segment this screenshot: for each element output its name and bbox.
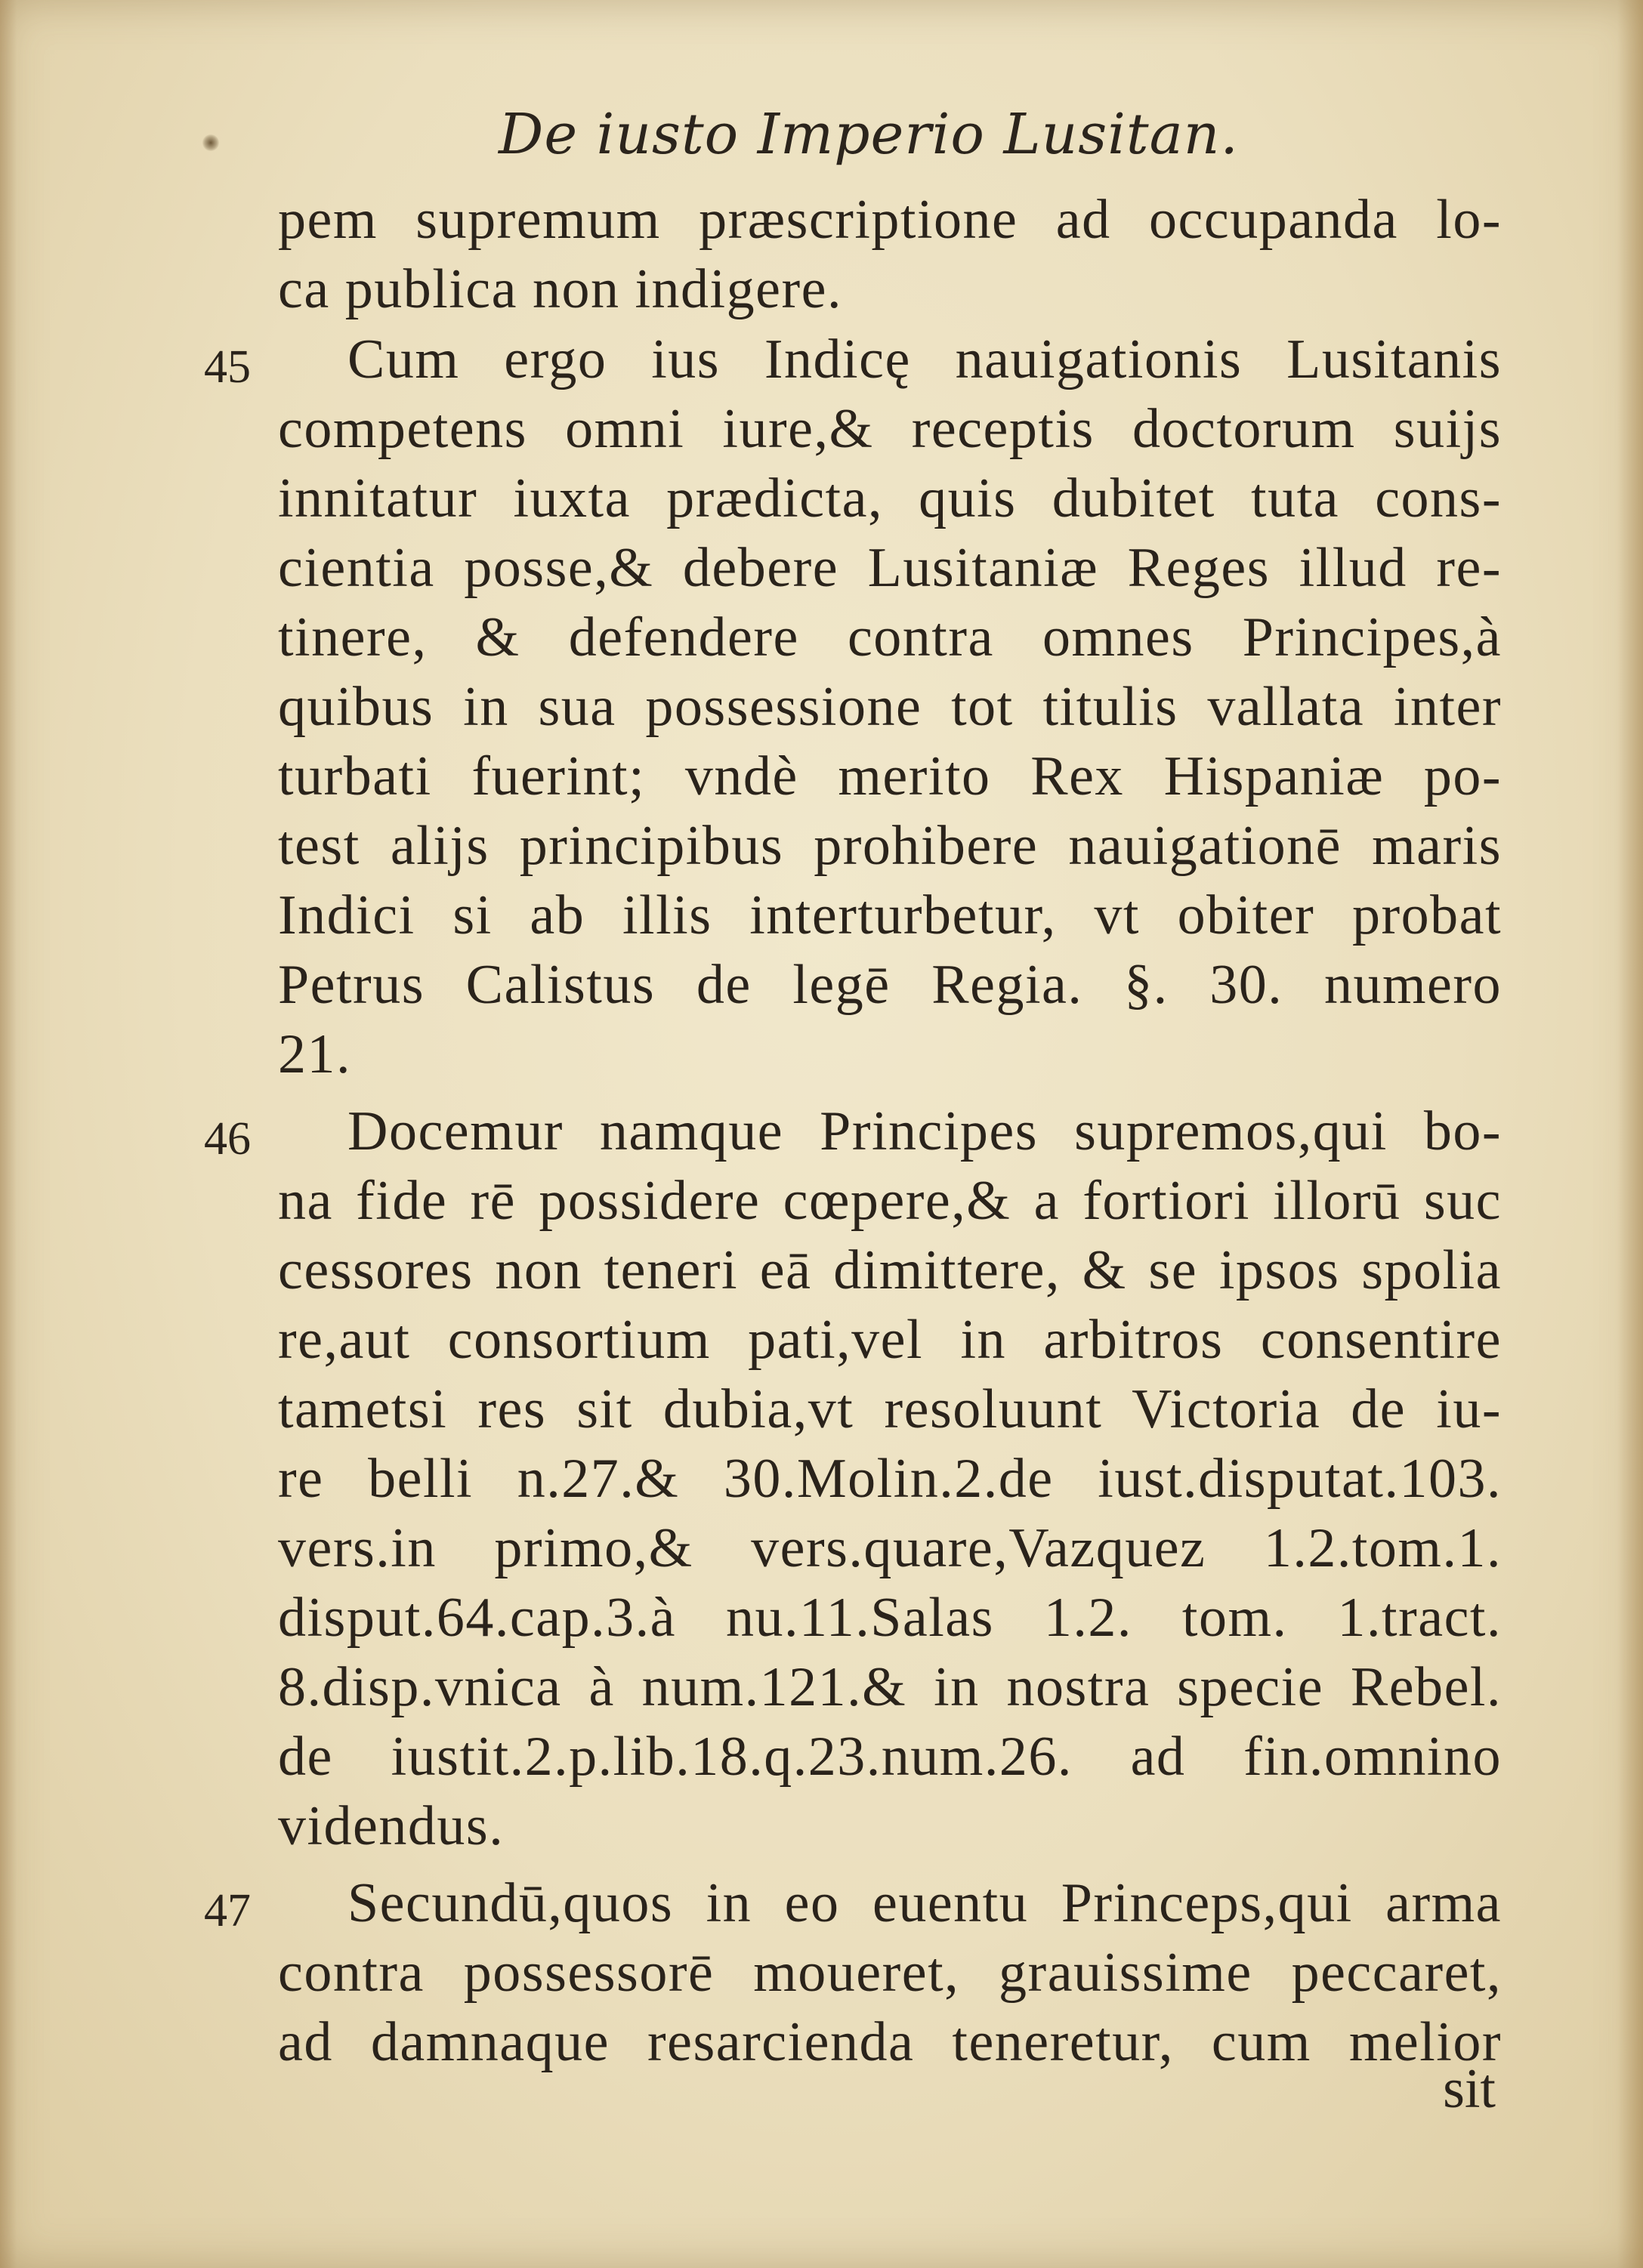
text-line: cientia posse,& debere Lusitaniæ Reges illud re- (278, 537, 1502, 599)
text-line: disput.64.cap.3.à nu.11.Salas 1.2. tom. 1.tract. (278, 1587, 1502, 1649)
text-line: 8.disp.vnica à num.121.& in nostra specie Rebel. (278, 1656, 1502, 1718)
text-line: na fide rē possidere cœpere,& a fortiori illorū suc (278, 1170, 1502, 1232)
text-line: 21. (278, 1023, 351, 1085)
text-line: re,aut consortium pati,vel in arbitros consentire (278, 1309, 1502, 1371)
text-line: de iustit.2.p.lib.18.q.23.num.26. ad fin.omnino (278, 1726, 1502, 1788)
text-line: turbati fuerint; vndè merito Rex Hispaniæ po- (278, 745, 1502, 807)
text-line: Docemur namque Principes supremos,qui bo- (347, 1100, 1502, 1162)
text-line: Indici si ab illis interturbetur, vt obiter probat (278, 884, 1502, 946)
text-line: contra possessorē moueret, grauissime peccaret, (278, 1942, 1502, 2004)
text-line: test alijs principibus prohibere nauigationē maris (278, 815, 1502, 877)
text-line: innitatur iuxta prædicta, quis dubitet tuta cons- (278, 467, 1502, 529)
text-line: Petrus Calistus de legē Regia. §. 30. numero (278, 954, 1502, 1016)
text-line: re belli n.27.& 30.Molin.2.de iust.disputat.103. (278, 1448, 1502, 1510)
page-left-edge (0, 0, 17, 2268)
text-line: tametsi res sit dubia,vt resoluunt Victoria de iu- (278, 1378, 1502, 1440)
text-line: ad damnaque resarcienda teneretur, cum melior (278, 2011, 1502, 2073)
text-line: pem supremum præscriptione ad occupanda lo- (278, 189, 1502, 251)
text-line: cessores non teneri eā dimittere, & se ipsos spolia (278, 1239, 1502, 1301)
text-line: tinere, & defendere contra omnes Principes,à (278, 606, 1502, 668)
text-line: vers.in primo,& vers.quare,Vazquez 1.2.tom.1. (278, 1517, 1502, 1579)
ink-spot (202, 134, 219, 151)
text-line: Cum ergo ius Indicę nauigationis Lusitanis (347, 329, 1502, 390)
text-line: videndus. (278, 1795, 505, 1857)
text-line: quibus in sua possessione tot titulis vallata inter (278, 676, 1502, 738)
page-right-edge (1617, 0, 1643, 2268)
marginal-number-46: 46 (204, 1113, 251, 1165)
running-header: De iusto Imperio Lusitan. (499, 102, 1239, 167)
marginal-number-47: 47 (204, 1885, 251, 1936)
catchword: sit (1443, 2058, 1496, 2120)
text-line: Secundū,quos in eo euentu Princeps,qui arma (347, 1872, 1502, 1934)
text-line: competens omni iure,& receptis doctorum suijs (278, 398, 1502, 460)
text-line: ca publica non indigere. (278, 258, 842, 320)
marginal-number-45: 45 (204, 341, 251, 393)
